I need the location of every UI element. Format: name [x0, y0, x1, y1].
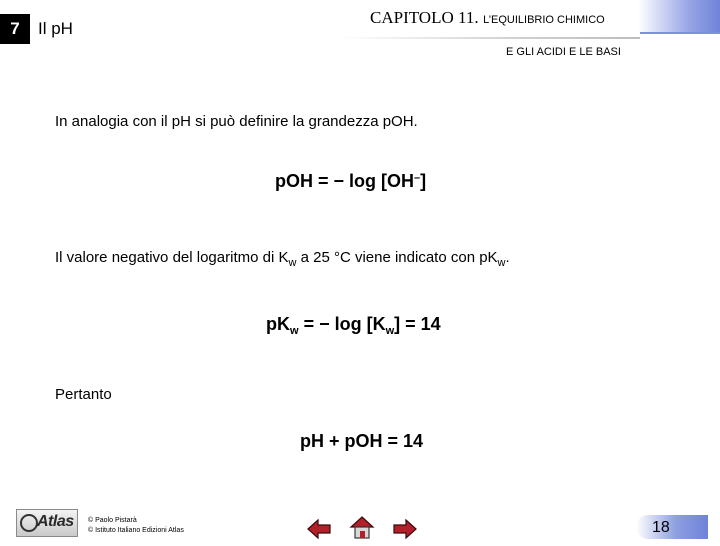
formula-pkw	[266, 313, 441, 338]
kw-sentence-part-b: a 25 °C viene indicato con pK	[296, 249, 498, 266]
formula-pkw-part-c: ] = 14	[394, 314, 441, 334]
copyright-publisher: © Istituto Italiano Edizioni Atlas	[88, 527, 184, 534]
atlas-logo	[16, 509, 78, 537]
atlas-logo-mark	[20, 514, 38, 532]
formula-pkw-part-b: = − log [K	[298, 314, 386, 334]
chapter-number: CAPITOLO 11.	[370, 8, 479, 27]
formula-pkw-subscript-2: w	[385, 325, 395, 337]
page-number: 18	[652, 519, 670, 536]
arrow-left-icon[interactable]	[306, 517, 332, 541]
formula-pkw-subscript-1: w	[290, 325, 299, 337]
formula-pkw-part-a: pK	[266, 314, 290, 334]
formula-poh-lhs: pOH = − log [OH	[275, 171, 415, 191]
header-rule	[340, 37, 640, 39]
chapter-title: L’EQUILIBRIO CHIMICO	[483, 14, 605, 26]
kw-sentence-part-a: Il valore negativo del logaritmo di K	[55, 249, 289, 266]
kw-sentence	[55, 249, 510, 268]
formula-poh-superscript: –	[414, 172, 421, 184]
formula-poh-rhs: ]	[420, 171, 427, 191]
chapter-heading	[370, 8, 605, 28]
kw-sentence-subscript-1: w	[288, 257, 297, 269]
formula-poh	[275, 170, 426, 195]
kw-sentence-part-c: .	[505, 249, 510, 266]
kw-sentence-subscript-2: w	[497, 257, 506, 269]
section-title: Il pH	[38, 19, 73, 38]
formula-ph-poh: pH + pOH = 14	[300, 431, 424, 451]
chapter-subtitle: E GLI ACIDI E LE BASI	[506, 46, 621, 58]
header-corner-line	[640, 32, 720, 34]
intro-text: In analogia con il pH si può definire la grandezza pOH.	[55, 113, 418, 130]
page-number-badge	[636, 515, 708, 539]
arrow-right-icon[interactable]	[392, 517, 418, 541]
copyright-author: © Paolo Pistarà	[88, 517, 137, 524]
atlas-logo-text: Atlas	[37, 513, 74, 530]
home-icon[interactable]	[349, 515, 375, 539]
pertanto-text: Pertanto	[55, 386, 112, 403]
header-corner-decoration	[638, 0, 720, 32]
section-number: 7	[0, 14, 30, 44]
